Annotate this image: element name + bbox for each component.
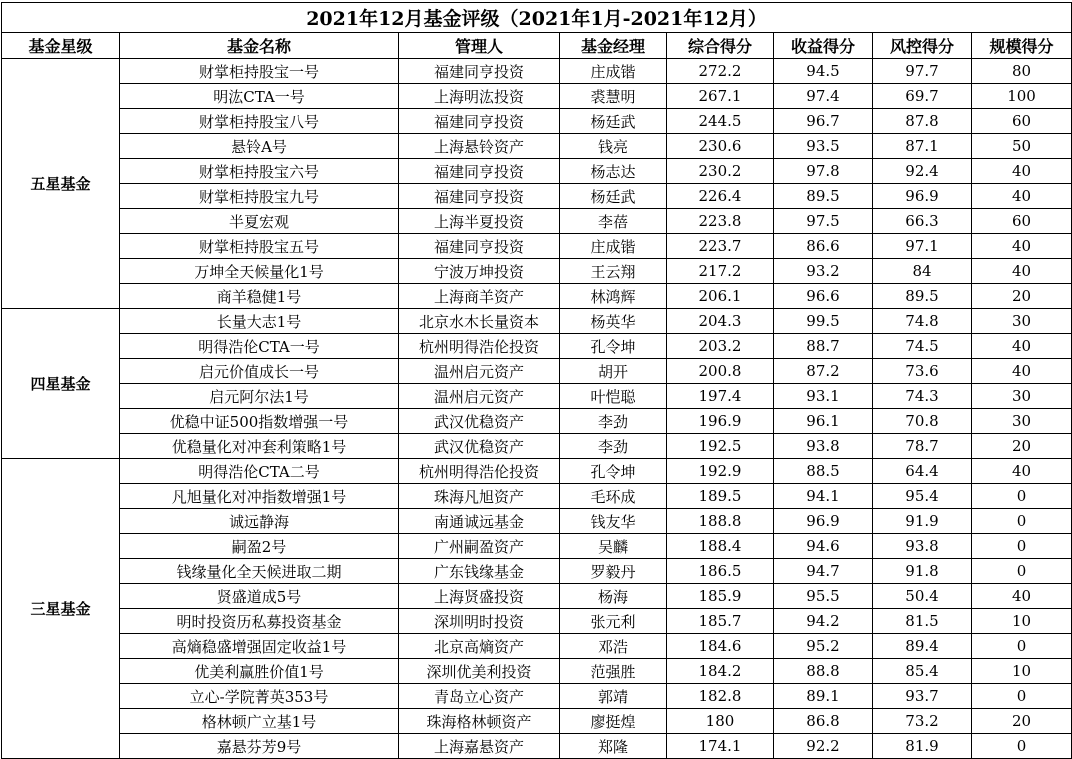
risk-score-cell: 97.1	[873, 234, 972, 259]
fund-manager-cell: 王云翔	[560, 259, 667, 284]
risk-score-cell: 87.1	[873, 134, 972, 159]
fund-manager-cell: 邓浩	[560, 634, 667, 659]
manager-cell: 珠海凡旭资产	[399, 484, 560, 509]
manager-cell: 福建同亨投资	[399, 159, 560, 184]
return-score-cell: 94.7	[774, 559, 873, 584]
scale-score-cell: 20	[972, 434, 1072, 459]
table-row	[2, 709, 1072, 734]
header-scale-score: 规模得分	[972, 33, 1072, 59]
scale-score-cell: 100	[972, 84, 1072, 109]
table-row	[2, 384, 1072, 409]
total-score-cell: 230.2	[667, 159, 774, 184]
scale-score-cell: 40	[972, 359, 1072, 384]
fund-name-cell: 明时投资历私募投资基金	[120, 609, 399, 634]
fund-manager-cell: 杨志达	[560, 159, 667, 184]
fund-name-cell: 明汯CTA一号	[120, 84, 399, 109]
total-score-cell: 197.4	[667, 384, 774, 409]
return-score-cell: 93.1	[774, 384, 873, 409]
header-fund-manager: 基金经理	[560, 33, 667, 59]
risk-score-cell: 74.5	[873, 334, 972, 359]
risk-score-cell: 66.3	[873, 209, 972, 234]
fund-name-cell: 长量大志1号	[120, 309, 399, 334]
table-row	[2, 434, 1072, 459]
fund-name-cell: 优稳量化对冲套利策略1号	[120, 434, 399, 459]
table-row	[2, 234, 1072, 259]
total-score-cell: 182.8	[667, 684, 774, 709]
star-tier-cell: 五星基金	[2, 59, 120, 309]
fund-manager-cell: 李劲	[560, 434, 667, 459]
table-row	[2, 209, 1072, 234]
scale-score-cell: 30	[972, 309, 1072, 334]
risk-score-cell: 81.9	[873, 734, 972, 759]
total-score-cell: 192.9	[667, 459, 774, 484]
table-row	[2, 534, 1072, 559]
total-score-cell: 185.7	[667, 609, 774, 634]
scale-score-cell: 20	[972, 709, 1072, 734]
fund-name-cell: 嘉悬芬芳9号	[120, 734, 399, 759]
table-row	[2, 659, 1072, 684]
header-manager: 管理人	[399, 33, 560, 59]
manager-cell: 杭州明得浩伦投资	[399, 334, 560, 359]
risk-score-cell: 84	[873, 259, 972, 284]
fund-name-cell: 优稳中证500指数增强一号	[120, 409, 399, 434]
fund-name-cell: 商羊稳健1号	[120, 284, 399, 309]
fund-name-cell: 贤盛道成5号	[120, 584, 399, 609]
table-row	[2, 734, 1072, 759]
manager-cell: 宁波万坤投资	[399, 259, 560, 284]
return-score-cell: 95.5	[774, 584, 873, 609]
risk-score-cell: 97.7	[873, 59, 972, 84]
fund-manager-cell: 叶恺聪	[560, 384, 667, 409]
return-score-cell: 99.5	[774, 309, 873, 334]
table-row	[2, 309, 1072, 334]
manager-cell: 武汉优稳资产	[399, 434, 560, 459]
fund-manager-cell: 庄成锴	[560, 59, 667, 84]
fund-name-cell: 半夏宏观	[120, 209, 399, 234]
scale-score-cell: 80	[972, 59, 1072, 84]
manager-cell: 上海明汯投资	[399, 84, 560, 109]
risk-score-cell: 91.9	[873, 509, 972, 534]
header-total-score: 综合得分	[667, 33, 774, 59]
return-score-cell: 96.6	[774, 284, 873, 309]
total-score-cell: 192.5	[667, 434, 774, 459]
manager-cell: 温州启元资产	[399, 359, 560, 384]
fund-manager-cell: 庄成锴	[560, 234, 667, 259]
manager-cell: 上海商羊资产	[399, 284, 560, 309]
table-row	[2, 109, 1072, 134]
scale-score-cell: 10	[972, 659, 1072, 684]
total-score-cell: 184.6	[667, 634, 774, 659]
total-score-cell: 230.6	[667, 134, 774, 159]
header-fund-name: 基金名称	[120, 33, 399, 59]
scale-score-cell: 0	[972, 484, 1072, 509]
total-score-cell: 185.9	[667, 584, 774, 609]
fund-manager-cell: 李蓓	[560, 209, 667, 234]
risk-score-cell: 78.7	[873, 434, 972, 459]
fund-name-cell: 悬铃A号	[120, 134, 399, 159]
table-row	[2, 59, 1072, 84]
fund-name-cell: 明得浩伦CTA二号	[120, 459, 399, 484]
scale-score-cell: 0	[972, 534, 1072, 559]
fund-name-cell: 财掌柜持股宝九号	[120, 184, 399, 209]
return-score-cell: 94.5	[774, 59, 873, 84]
risk-score-cell: 91.8	[873, 559, 972, 584]
table-title: 2021年12月基金评级（2021年1月-2021年12月）	[2, 3, 1072, 33]
total-score-cell: 206.1	[667, 284, 774, 309]
return-score-cell: 88.8	[774, 659, 873, 684]
return-score-cell: 94.2	[774, 609, 873, 634]
manager-cell: 上海嘉悬资产	[399, 734, 560, 759]
manager-cell: 上海悬铃资产	[399, 134, 560, 159]
fund-manager-cell: 杨廷武	[560, 109, 667, 134]
fund-rating-table	[1, 2, 1072, 759]
fund-name-cell: 财掌柜持股宝六号	[120, 159, 399, 184]
manager-cell: 北京高熵资产	[399, 634, 560, 659]
total-score-cell: 186.5	[667, 559, 774, 584]
fund-name-cell: 优美利赢胜价值1号	[120, 659, 399, 684]
risk-score-cell: 64.4	[873, 459, 972, 484]
scale-score-cell: 40	[972, 259, 1072, 284]
fund-name-cell: 高熵稳盛增强固定收益1号	[120, 634, 399, 659]
table-row	[2, 259, 1072, 284]
risk-score-cell: 95.4	[873, 484, 972, 509]
risk-score-cell: 70.8	[873, 409, 972, 434]
total-score-cell: 189.5	[667, 484, 774, 509]
header-risk-score: 风控得分	[873, 33, 972, 59]
risk-score-cell: 81.5	[873, 609, 972, 634]
fund-name-cell: 财掌柜持股宝八号	[120, 109, 399, 134]
manager-cell: 南通诚远基金	[399, 509, 560, 534]
manager-cell: 福建同亨投资	[399, 109, 560, 134]
fund-manager-cell: 杨英华	[560, 309, 667, 334]
fund-name-cell: 诚远静海	[120, 509, 399, 534]
header-star-rating: 基金星级	[2, 33, 120, 59]
total-score-cell: 204.3	[667, 309, 774, 334]
total-score-cell: 188.8	[667, 509, 774, 534]
table-row	[2, 159, 1072, 184]
risk-score-cell: 87.8	[873, 109, 972, 134]
fund-manager-cell: 廖挺煌	[560, 709, 667, 734]
table-row	[2, 459, 1072, 484]
scale-score-cell: 30	[972, 409, 1072, 434]
fund-manager-cell: 胡开	[560, 359, 667, 384]
scale-score-cell: 60	[972, 109, 1072, 134]
risk-score-cell: 85.4	[873, 659, 972, 684]
table-row	[2, 559, 1072, 584]
manager-cell: 广州嗣盈资产	[399, 534, 560, 559]
scale-score-cell: 40	[972, 334, 1072, 359]
return-score-cell: 97.5	[774, 209, 873, 234]
fund-manager-cell: 孔令坤	[560, 334, 667, 359]
return-score-cell: 96.9	[774, 509, 873, 534]
fund-name-cell: 凡旭量化对冲指数增强1号	[120, 484, 399, 509]
risk-score-cell: 50.4	[873, 584, 972, 609]
fund-manager-cell: 郑隆	[560, 734, 667, 759]
scale-score-cell: 40	[972, 184, 1072, 209]
fund-manager-cell: 李劲	[560, 409, 667, 434]
fund-name-cell: 财掌柜持股宝五号	[120, 234, 399, 259]
return-score-cell: 94.1	[774, 484, 873, 509]
return-score-cell: 97.4	[774, 84, 873, 109]
fund-name-cell: 启元阿尔法1号	[120, 384, 399, 409]
risk-score-cell: 74.3	[873, 384, 972, 409]
scale-score-cell: 40	[972, 234, 1072, 259]
total-score-cell: 184.2	[667, 659, 774, 684]
risk-score-cell: 92.4	[873, 159, 972, 184]
total-score-cell: 217.2	[667, 259, 774, 284]
fund-manager-cell: 范强胜	[560, 659, 667, 684]
fund-name-cell: 启元价值成长一号	[120, 359, 399, 384]
fund-name-cell: 嗣盈2号	[120, 534, 399, 559]
risk-score-cell: 89.4	[873, 634, 972, 659]
fund-name-cell: 万坤全天候量化1号	[120, 259, 399, 284]
table-body	[2, 59, 1072, 759]
risk-score-cell: 96.9	[873, 184, 972, 209]
risk-score-cell: 93.8	[873, 534, 972, 559]
scale-score-cell: 40	[972, 159, 1072, 184]
return-score-cell: 89.1	[774, 684, 873, 709]
risk-score-cell: 89.5	[873, 284, 972, 309]
fund-manager-cell: 杨廷武	[560, 184, 667, 209]
total-score-cell: 244.5	[667, 109, 774, 134]
risk-score-cell: 73.2	[873, 709, 972, 734]
scale-score-cell: 30	[972, 384, 1072, 409]
manager-cell: 温州启元资产	[399, 384, 560, 409]
total-score-cell: 174.1	[667, 734, 774, 759]
fund-manager-cell: 郭靖	[560, 684, 667, 709]
manager-cell: 青岛立心资产	[399, 684, 560, 709]
manager-cell: 深圳明时投资	[399, 609, 560, 634]
table-row	[2, 84, 1072, 109]
risk-score-cell: 69.7	[873, 84, 972, 109]
manager-cell: 北京水木长量资本	[399, 309, 560, 334]
star-tier-cell: 三星基金	[2, 459, 120, 759]
manager-cell: 珠海格林顿资产	[399, 709, 560, 734]
scale-score-cell: 20	[972, 284, 1072, 309]
return-score-cell: 87.2	[774, 359, 873, 384]
return-score-cell: 89.5	[774, 184, 873, 209]
return-score-cell: 92.2	[774, 734, 873, 759]
fund-manager-cell: 吴麟	[560, 534, 667, 559]
fund-manager-cell: 张元利	[560, 609, 667, 634]
table-row	[2, 634, 1072, 659]
table-row	[2, 484, 1072, 509]
return-score-cell: 86.6	[774, 234, 873, 259]
table-row	[2, 184, 1072, 209]
fund-manager-cell: 钱友华	[560, 509, 667, 534]
total-score-cell: 223.8	[667, 209, 774, 234]
scale-score-cell: 40	[972, 459, 1072, 484]
table-row	[2, 359, 1072, 384]
manager-cell: 福建同亨投资	[399, 184, 560, 209]
scale-score-cell: 50	[972, 134, 1072, 159]
fund-manager-cell: 杨海	[560, 584, 667, 609]
table-row	[2, 334, 1072, 359]
fund-name-cell: 立心-学院菁英353号	[120, 684, 399, 709]
fund-manager-cell: 毛环成	[560, 484, 667, 509]
manager-cell: 上海半夏投资	[399, 209, 560, 234]
manager-cell: 福建同亨投资	[399, 59, 560, 84]
manager-cell: 上海贤盛投资	[399, 584, 560, 609]
risk-score-cell: 74.8	[873, 309, 972, 334]
total-score-cell: 203.2	[667, 334, 774, 359]
fund-name-cell: 明得浩伦CTA一号	[120, 334, 399, 359]
fund-manager-cell: 罗毅丹	[560, 559, 667, 584]
fund-name-cell: 财掌柜持股宝一号	[120, 59, 399, 84]
fund-manager-cell: 裘慧明	[560, 84, 667, 109]
scale-score-cell: 0	[972, 684, 1072, 709]
total-score-cell: 180	[667, 709, 774, 734]
fund-manager-cell: 孔令坤	[560, 459, 667, 484]
fund-manager-cell: 林鸿辉	[560, 284, 667, 309]
total-score-cell: 200.8	[667, 359, 774, 384]
return-score-cell: 93.2	[774, 259, 873, 284]
table-row	[2, 584, 1072, 609]
risk-score-cell: 73.6	[873, 359, 972, 384]
return-score-cell: 96.1	[774, 409, 873, 434]
table-row	[2, 409, 1072, 434]
manager-cell: 广东钱缘基金	[399, 559, 560, 584]
scale-score-cell: 0	[972, 509, 1072, 534]
fund-name-cell: 钱缘量化全天候进取二期	[120, 559, 399, 584]
return-score-cell: 95.2	[774, 634, 873, 659]
total-score-cell: 272.2	[667, 59, 774, 84]
manager-cell: 深圳优美利投资	[399, 659, 560, 684]
return-score-cell: 88.5	[774, 459, 873, 484]
return-score-cell: 86.8	[774, 709, 873, 734]
manager-cell: 武汉优稳资产	[399, 409, 560, 434]
header-return-score: 收益得分	[774, 33, 873, 59]
scale-score-cell: 0	[972, 559, 1072, 584]
star-tier-cell: 四星基金	[2, 309, 120, 459]
manager-cell: 福建同亨投资	[399, 234, 560, 259]
table-row	[2, 684, 1072, 709]
return-score-cell: 97.8	[774, 159, 873, 184]
scale-score-cell: 60	[972, 209, 1072, 234]
return-score-cell: 93.5	[774, 134, 873, 159]
return-score-cell: 94.6	[774, 534, 873, 559]
fund-name-cell: 格林顿广立基1号	[120, 709, 399, 734]
scale-score-cell: 10	[972, 609, 1072, 634]
return-score-cell: 93.8	[774, 434, 873, 459]
total-score-cell: 188.4	[667, 534, 774, 559]
return-score-cell: 88.7	[774, 334, 873, 359]
return-score-cell: 96.7	[774, 109, 873, 134]
table-row	[2, 509, 1072, 534]
table-row	[2, 134, 1072, 159]
table-row	[2, 284, 1072, 309]
fund-manager-cell: 钱亮	[560, 134, 667, 159]
total-score-cell: 223.7	[667, 234, 774, 259]
total-score-cell: 267.1	[667, 84, 774, 109]
risk-score-cell: 93.7	[873, 684, 972, 709]
table-row	[2, 609, 1072, 634]
scale-score-cell: 40	[972, 584, 1072, 609]
total-score-cell: 196.9	[667, 409, 774, 434]
manager-cell: 杭州明得浩伦投资	[399, 459, 560, 484]
total-score-cell: 226.4	[667, 184, 774, 209]
scale-score-cell: 0	[972, 634, 1072, 659]
scale-score-cell: 0	[972, 734, 1072, 759]
